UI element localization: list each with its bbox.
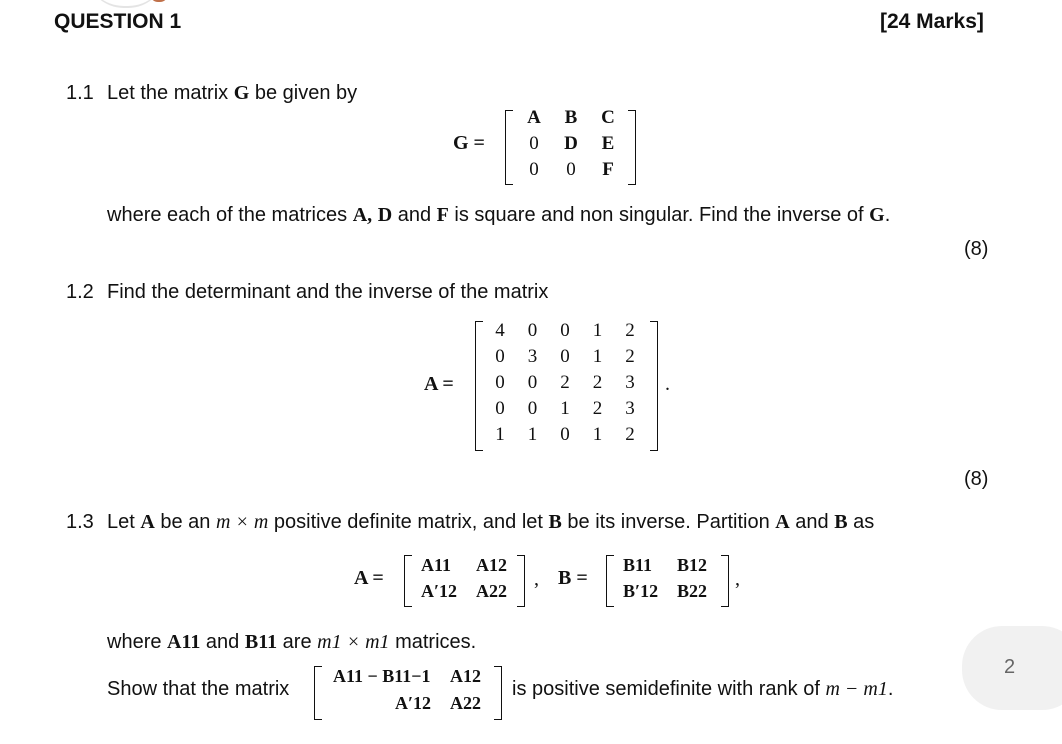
comma: , (534, 568, 539, 590)
matrix-cell: 0 (529, 159, 539, 180)
matrix-cell: 2 (625, 320, 635, 341)
q1-3-show-pre: Show that the matrix (107, 678, 290, 700)
show-a12: A12 (450, 666, 481, 686)
matrix-cell: 0 (560, 424, 570, 445)
matrix-cell: D (564, 133, 578, 154)
q1-3-where: where A11 and B11 are m1 × m1 matrices. (107, 631, 477, 653)
matrix-cell: 1 (592, 320, 603, 341)
q1-1-intro: Let the matrix G be given by (107, 82, 358, 104)
matrix-cell: A (527, 107, 541, 128)
block-b12-prime: B′12 (623, 581, 659, 601)
matrix-cell: 0 (527, 320, 538, 341)
page-number: 2 (1004, 656, 1016, 678)
matrix-cell: 2 (592, 398, 603, 419)
matrix-cell: 0 (560, 320, 570, 341)
q1-2-marks: (8) (964, 468, 989, 490)
matrix-cell: 0 (529, 133, 539, 154)
block-b12: B12 (677, 555, 708, 575)
question-title: QUESTION 1 (54, 10, 182, 33)
q1-2-lhs: A = (424, 373, 454, 395)
block-a11: A11 (421, 555, 452, 575)
q1-2-intro: Find the determinant and the inverse of the matrix (107, 281, 549, 303)
matrix-cell: E (601, 133, 615, 154)
q1-1-number: 1.1 (66, 82, 94, 104)
matrix-cell: 3 (625, 372, 635, 393)
q1-2-period: . (665, 373, 670, 395)
matrix-cell: 0 (566, 159, 576, 180)
q1-3-lhs-a: A = (354, 567, 384, 589)
matrix-cell: 1 (592, 346, 603, 367)
matrix-cell: B (564, 107, 578, 128)
matrix-cell: 2 (625, 424, 635, 445)
comma: , (735, 568, 740, 590)
q1-3-lhs-b: B = (558, 567, 588, 589)
q1-3-number: 1.3 (66, 511, 94, 533)
show-a22: A22 (450, 693, 481, 713)
matrix-cell: 0 (495, 398, 505, 419)
matrix-cell: 0 (527, 398, 538, 419)
top-decoration-accent (150, 0, 168, 2)
block-a12-prime: A′12 (421, 581, 458, 601)
q1-3-show-post: is positive semidefinite with rank of m − m1. (512, 678, 894, 700)
matrix-cell: 0 (527, 372, 538, 393)
matrix-cell: 0 (495, 372, 505, 393)
matrix-cell: C (601, 107, 615, 128)
show-expr: A11 − B11−1 (333, 666, 431, 686)
matrix-cell: 4 (495, 320, 505, 341)
matrix-cell: F (602, 159, 614, 180)
q1-1-lhs: G = (453, 132, 485, 154)
matrix-cell: 0 (560, 346, 570, 367)
matrix-cell: 1 (560, 398, 570, 419)
block-b11: B11 (623, 555, 653, 575)
matrix-cell: 0 (495, 346, 505, 367)
block-a12: A12 (476, 555, 507, 575)
matrix-cell: 3 (527, 346, 538, 367)
matrix-cell: 3 (625, 398, 635, 419)
q1-3-intro: Let A be an m × m positive definite matrix, and let B be its inverse. Partition A and B as (107, 511, 875, 533)
matrix-cell: 1 (527, 424, 538, 445)
matrix-cell: 1 (495, 424, 505, 445)
block-a22: A22 (476, 581, 507, 601)
question-marks: [24 Marks] (880, 10, 984, 33)
matrix-cell: 2 (560, 372, 570, 393)
matrix-cell: 2 (625, 346, 635, 367)
q1-2-number: 1.2 (66, 281, 94, 303)
block-b22: B22 (677, 581, 708, 601)
matrix-cell: 2 (592, 372, 603, 393)
show-a12-prime: A′12 (395, 693, 432, 713)
matrix-cell: 1 (592, 424, 603, 445)
q1-1-where: where each of the matrices A, D and F is square and non singular. Find the inverse of G. (107, 204, 891, 226)
q1-1-marks: (8) (964, 238, 989, 260)
